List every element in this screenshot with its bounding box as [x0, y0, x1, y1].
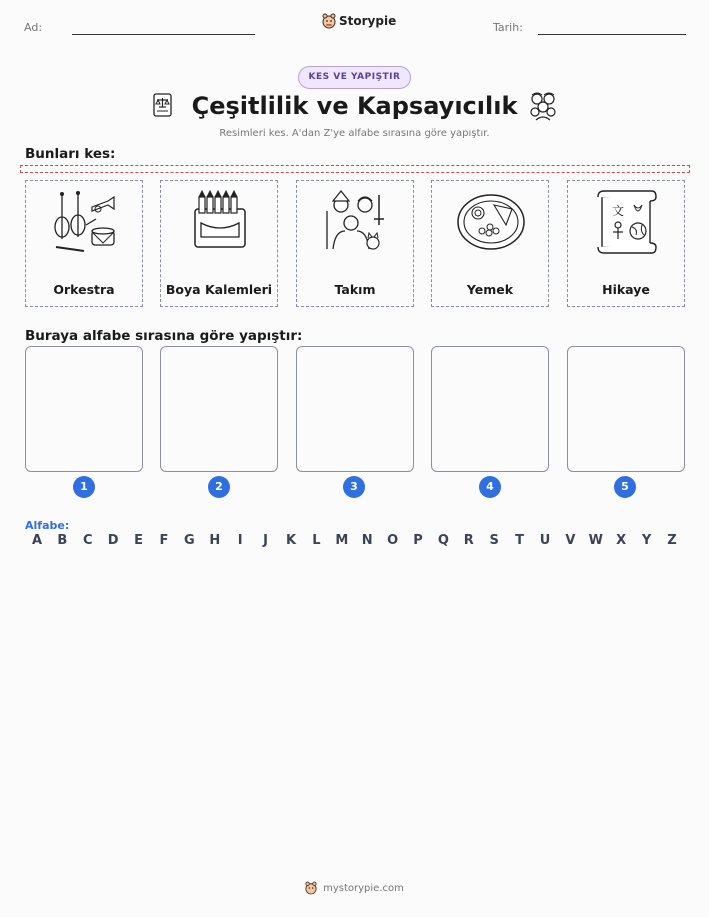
cut-card-yemek[interactable]	[431, 180, 549, 307]
alphabet-letter: M	[335, 533, 349, 548]
paste-slot-4[interactable]	[431, 346, 549, 472]
alphabet-letter: T	[515, 533, 525, 548]
instructions: Resimleri kes. A'dan Z'ye alfabe sırasına göre yapıştır.	[219, 128, 490, 139]
paste-slot-1[interactable]	[25, 346, 143, 472]
alphabet-title: Alfabe:	[25, 519, 70, 532]
brand-name: Storypie	[339, 14, 397, 28]
alphabet-letter: S	[489, 533, 499, 548]
card-label: Takım	[334, 282, 376, 297]
alphabet-letter: G	[184, 533, 195, 548]
alphabet-letter: P	[413, 533, 423, 548]
alphabet-letter: Y	[641, 533, 652, 548]
cut-section-title: Bunları kes:	[25, 146, 116, 162]
date-line	[538, 34, 686, 35]
card-label: Yemek	[466, 282, 514, 297]
team-icon	[321, 189, 391, 255]
activity-badge: KES VE YAPIŞTIR	[298, 66, 411, 89]
paste-slot-2[interactable]	[160, 346, 278, 472]
alphabet-letter: X	[616, 533, 627, 548]
storypie-mascot-icon	[322, 13, 336, 29]
alphabet-letter: V	[565, 533, 576, 548]
alphabet-letter: C	[83, 533, 93, 548]
alphabet-letter: Z	[667, 533, 677, 548]
storypie-logo	[322, 13, 396, 29]
alphabet-letter: R	[463, 533, 474, 548]
slot-number-4: 4	[479, 476, 501, 498]
page-title: Çeşitlilik ve Kapsayıcılık	[191, 92, 518, 120]
svg-text:文: 文	[612, 204, 625, 218]
paste-slot-3[interactable]	[296, 346, 414, 472]
alphabet-letter: B	[57, 533, 68, 548]
slot-number-5: 5	[614, 476, 636, 498]
footer-url: mystorypie.com	[323, 882, 404, 894]
storypie-mascot-icon	[305, 881, 317, 895]
alphabet-letter: F	[159, 533, 169, 548]
cut-line	[20, 165, 690, 173]
paste-slot-5[interactable]	[567, 346, 685, 472]
footer	[0, 881, 709, 895]
food-plate-icon	[456, 189, 526, 255]
date-label: Tarih:	[493, 21, 523, 34]
group-of-people-icon	[528, 90, 558, 122]
alphabet-letter: K	[285, 533, 297, 548]
orchestra-icon	[50, 189, 120, 255]
cut-card-hikaye[interactable]	[567, 180, 685, 307]
slot-number-3: 3	[343, 476, 365, 498]
name-label: Ad:	[24, 21, 43, 34]
alphabet-letter: L	[312, 533, 321, 548]
story-scroll-icon	[592, 189, 662, 255]
alphabet-row	[0, 533, 709, 551]
alphabet-letter: J	[263, 533, 269, 548]
alphabet-letter: E	[134, 533, 144, 548]
alphabet-letter: Q	[437, 533, 449, 548]
alphabet-letter: O	[387, 533, 399, 548]
card-label: Hikaye	[602, 282, 650, 297]
alphabet-letter: W	[588, 533, 603, 548]
paste-section-title: Buraya alfabe sırasına göre yapıştır:	[25, 328, 303, 344]
alphabet-letter: A	[31, 533, 43, 548]
slot-number-2: 2	[208, 476, 230, 498]
card-label: Orkestra	[53, 282, 115, 297]
name-line	[72, 34, 255, 35]
cut-card-orkestra[interactable]	[25, 180, 143, 307]
alphabet-letter: H	[209, 533, 221, 548]
alphabet-letter: I	[237, 533, 243, 548]
slot-number-1: 1	[73, 476, 95, 498]
cut-card-boya-kalemleri[interactable]	[160, 180, 278, 307]
alphabet-letter: N	[361, 533, 373, 548]
crayons-icon	[185, 189, 255, 255]
cut-card-takim[interactable]	[296, 180, 414, 307]
alphabet-letter: U	[539, 533, 551, 548]
card-label: Boya Kalemleri	[165, 282, 273, 297]
alphabet-letter: D	[107, 533, 119, 548]
